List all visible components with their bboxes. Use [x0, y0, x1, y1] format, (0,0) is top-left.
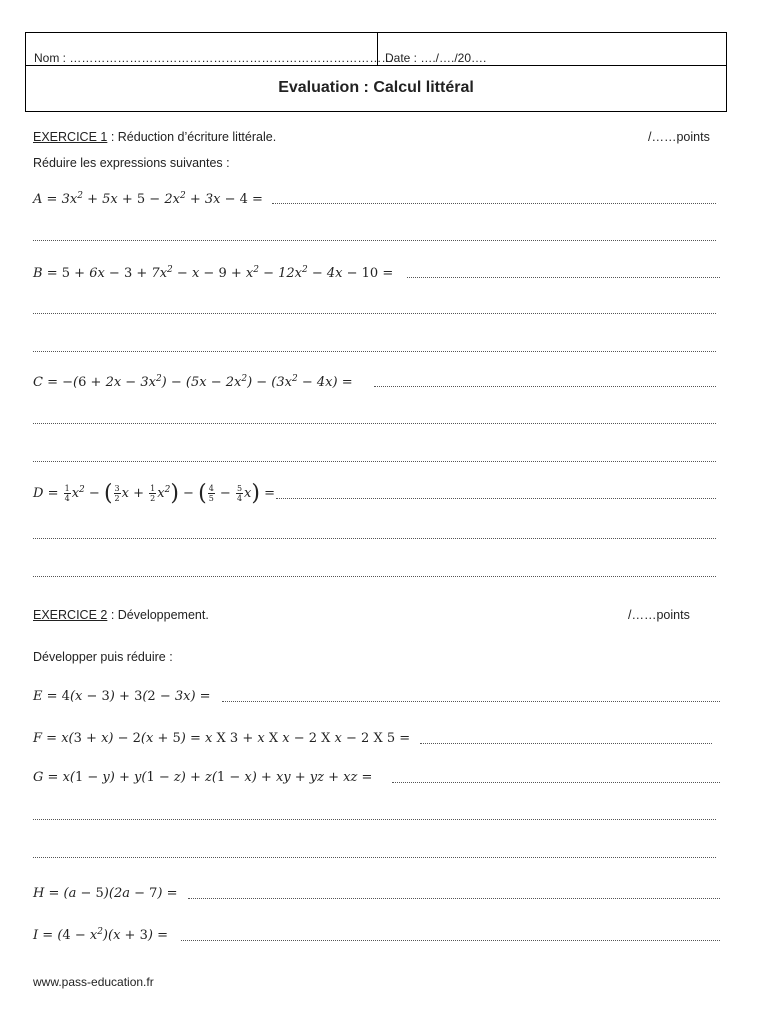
answer-line[interactable] [33, 351, 716, 352]
answer-line[interactable] [188, 898, 720, 899]
expression-f: F = x(3 + x) − 2(x + 5) = x X 3 + x X x − 2 X x − 2 X 5 = [33, 731, 411, 746]
expression-e: E = 4(x − 3) + 3(2 − 3x) = [33, 689, 211, 704]
expression-b: $B = 5 + 6x - 3 + 7x^2 - x - 9 + x^2 - 12x^2 - 4x - 10$ = [33, 265, 394, 281]
answer-line[interactable] [276, 498, 716, 499]
answer-line[interactable] [33, 461, 716, 462]
name-field-label: Nom : ……………………………………………………………………… [34, 51, 394, 65]
expression-d: D = $\frac{1}{4}$ $x^2$ − ( $\frac{3}{2}$ x + $\frac{1}{2}$ $x^2$) − ( $\frac{4}{5}$ − $\frac{5}{4}$ x) = [33, 481, 276, 506]
answer-line[interactable] [33, 240, 716, 241]
answer-line[interactable] [33, 538, 716, 539]
expression-g: G = x(1 − y) + y(1 − z) + z(1 − x) + xy + yz + xz = [33, 770, 373, 785]
answer-line[interactable] [181, 940, 720, 941]
exercise1-points: /……points [648, 130, 710, 144]
expression-h: H = (a − 5)(2a − 7) = [33, 886, 178, 901]
answer-line[interactable] [272, 203, 716, 204]
expression-c: $C = -(6 + 2x - 3x^2) - (5x - 2x^2) - (3x^2 - 4x)$ = [33, 374, 353, 390]
answer-line[interactable] [222, 701, 720, 702]
answer-line[interactable] [33, 857, 716, 858]
exercise1-instruction: Réduire les expressions suivantes : [33, 156, 230, 170]
exercise2-subtitle: : Développement. [107, 608, 209, 622]
exercise2-points: /……points [628, 608, 690, 622]
page-title: Evaluation : Calcul littéral [278, 79, 474, 96]
date-field-label: Date : …./…./20…. [385, 51, 487, 65]
answer-line[interactable] [33, 313, 716, 314]
answer-line[interactable] [392, 782, 720, 783]
header-row [25, 32, 727, 66]
exercise1-subtitle: : Réduction d’écriture littérale. [107, 130, 277, 144]
exercise1-header [33, 130, 276, 144]
expression-a: $A = 3x^2 + 5x + 5 - 2x^2 + 3x - 4$ = [33, 191, 263, 207]
answer-line[interactable] [374, 386, 716, 387]
answer-line[interactable] [33, 423, 716, 424]
answer-line[interactable] [420, 743, 712, 744]
exercise2-instruction: Développer puis réduire : [33, 650, 173, 664]
answer-line[interactable] [33, 576, 716, 577]
exercise2-heading: EXERCICE 2 [33, 608, 108, 622]
expression-i: $I = (4 - x^2)(x + 3)$ = [33, 927, 168, 943]
exercise1-heading: EXERCICE 1 [33, 130, 108, 144]
answer-line[interactable] [407, 277, 720, 278]
title-box [25, 66, 727, 112]
footer-website: www.pass-education.fr [33, 975, 154, 989]
answer-line[interactable] [33, 819, 716, 820]
exercise2-header [33, 608, 209, 622]
